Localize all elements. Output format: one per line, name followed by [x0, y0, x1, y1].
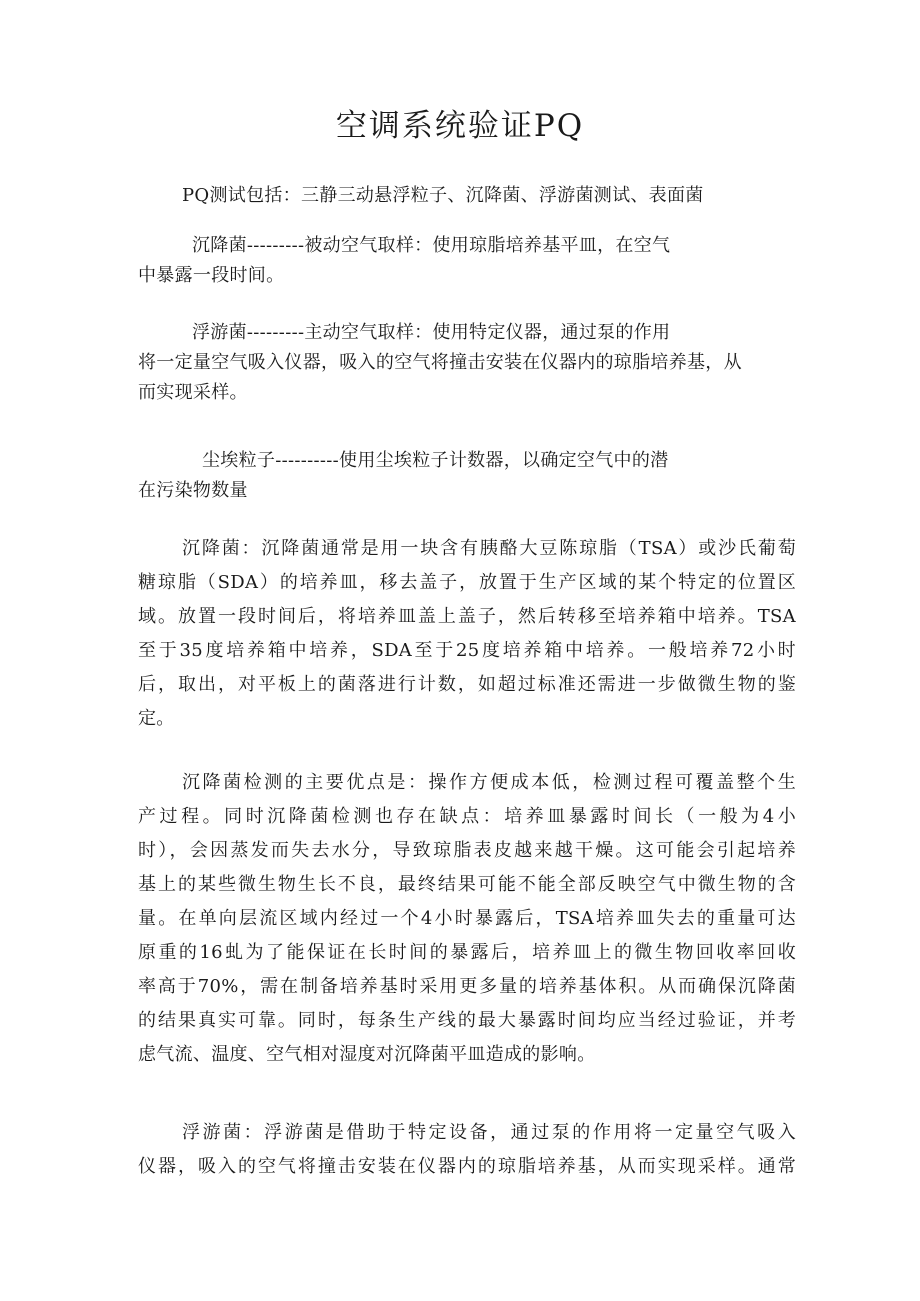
advantages-paragraph-line: 率高于70%，需在制备培养基时采用更多量的培养基体积。从而确保沉降菌 [138, 976, 796, 997]
airborne-definition [138, 318, 796, 408]
airborne-paragraph [138, 1116, 796, 1184]
advantages-paragraph-line: 沉降菌检测的主要优点是：操作方便成本低，检测过程可覆盖整个生 [182, 772, 796, 793]
settling-paragraph-line: 沉降菌：沉降菌通常是用一块含有胰酪大豆陈琼脂（TSA）或沙氏葡萄 [182, 538, 796, 559]
particles-definition-line-1: 尘埃粒子----------使用尘埃粒子计数器，以确定空气中的潜 [202, 450, 669, 471]
settling-paragraph-line: 至于35度培养箱中培养，SDA至于25度培养箱中培养。一般培养72小时 [138, 640, 796, 661]
advantages-paragraph-line: 时），会因蒸发而失去水分，导致琼脂表皮越来越干燥。这可能会引起培养 [138, 840, 796, 861]
settling-definition-line-1: 沉降菌---------被动空气取样：使用琼脂培养基平皿，在空气 [192, 235, 671, 256]
airborne-definition-line-3: 而实现采样。 [138, 382, 248, 403]
document-title: 空调系统验证PQ [335, 108, 585, 144]
advantages-paragraph-line: 虑气流、温度、空气相对湿度对沉降菌平皿造成的影响。 [138, 1044, 596, 1065]
airborne-definition-line-1: 浮游菌---------主动空气取样：使用特定仪器，通过泵的作用 [192, 322, 671, 343]
intro-line: PQ测试包括：三静三动悬浮粒子、沉降菌、浮游菌测试、表面菌 [182, 185, 704, 206]
particles-definition [138, 446, 796, 506]
settling-paragraph-line: 糖琼脂（SDA）的培养皿，移去盖子，放置于生产区域的某个特定的位置区 [138, 572, 796, 593]
particles-definition-line-2: 在污染物数量 [138, 480, 248, 501]
settling-definition-line-2: 中暴露一段时间。 [138, 265, 285, 286]
advantages-paragraph-line: 量。在单向层流区域内经过一个4小时暴露后，TSA培养皿失去的重量可达 [138, 908, 796, 929]
settling-paragraph-line: 后，取出，对平板上的菌落进行计数，如超过标准还需进一步做微生物的鉴 [138, 674, 796, 695]
airborne-definition-line-2: 将一定量空气吸入仪器，吸入的空气将撞击安装在仪器内的琼脂培养基，从 [138, 352, 742, 373]
settling-paragraph-line: 域。放置一段时间后，将培养皿盖上盖子，然后转移至培养箱中培养。TSA [138, 606, 796, 627]
advantages-paragraph-line: 产过程。同时沉降菌检测也存在缺点：培养皿暴露时间长（一般为4小 [138, 806, 796, 827]
settling-definition [138, 231, 796, 291]
advantages-paragraph-line: 原重的16虬为了能保证在长时间的暴露后，培养皿上的微生物回收率回收 [138, 942, 796, 963]
settling-paragraph-line: 定。 [138, 708, 175, 729]
intro-paragraph [182, 181, 840, 211]
advantages-paragraph-line: 的结果真实可靠。同时，每条生产线的最大暴露时间均应当经过验证，并考 [138, 1010, 796, 1031]
advantages-paragraph [138, 766, 796, 1072]
advantages-paragraph-line: 基上的某些微生物生长不良，最终结果可能不能全部反映空气中微生物的含 [138, 874, 796, 895]
airborne-paragraph-line: 仪器，吸入的空气将撞击安装在仪器内的琼脂培养基，从而实现采样。通常 [138, 1156, 796, 1177]
settling-paragraph [138, 532, 796, 736]
airborne-paragraph-line: 浮游菌：浮游菌是借助于特定设备，通过泵的作用将一定量空气吸入 [182, 1122, 796, 1143]
